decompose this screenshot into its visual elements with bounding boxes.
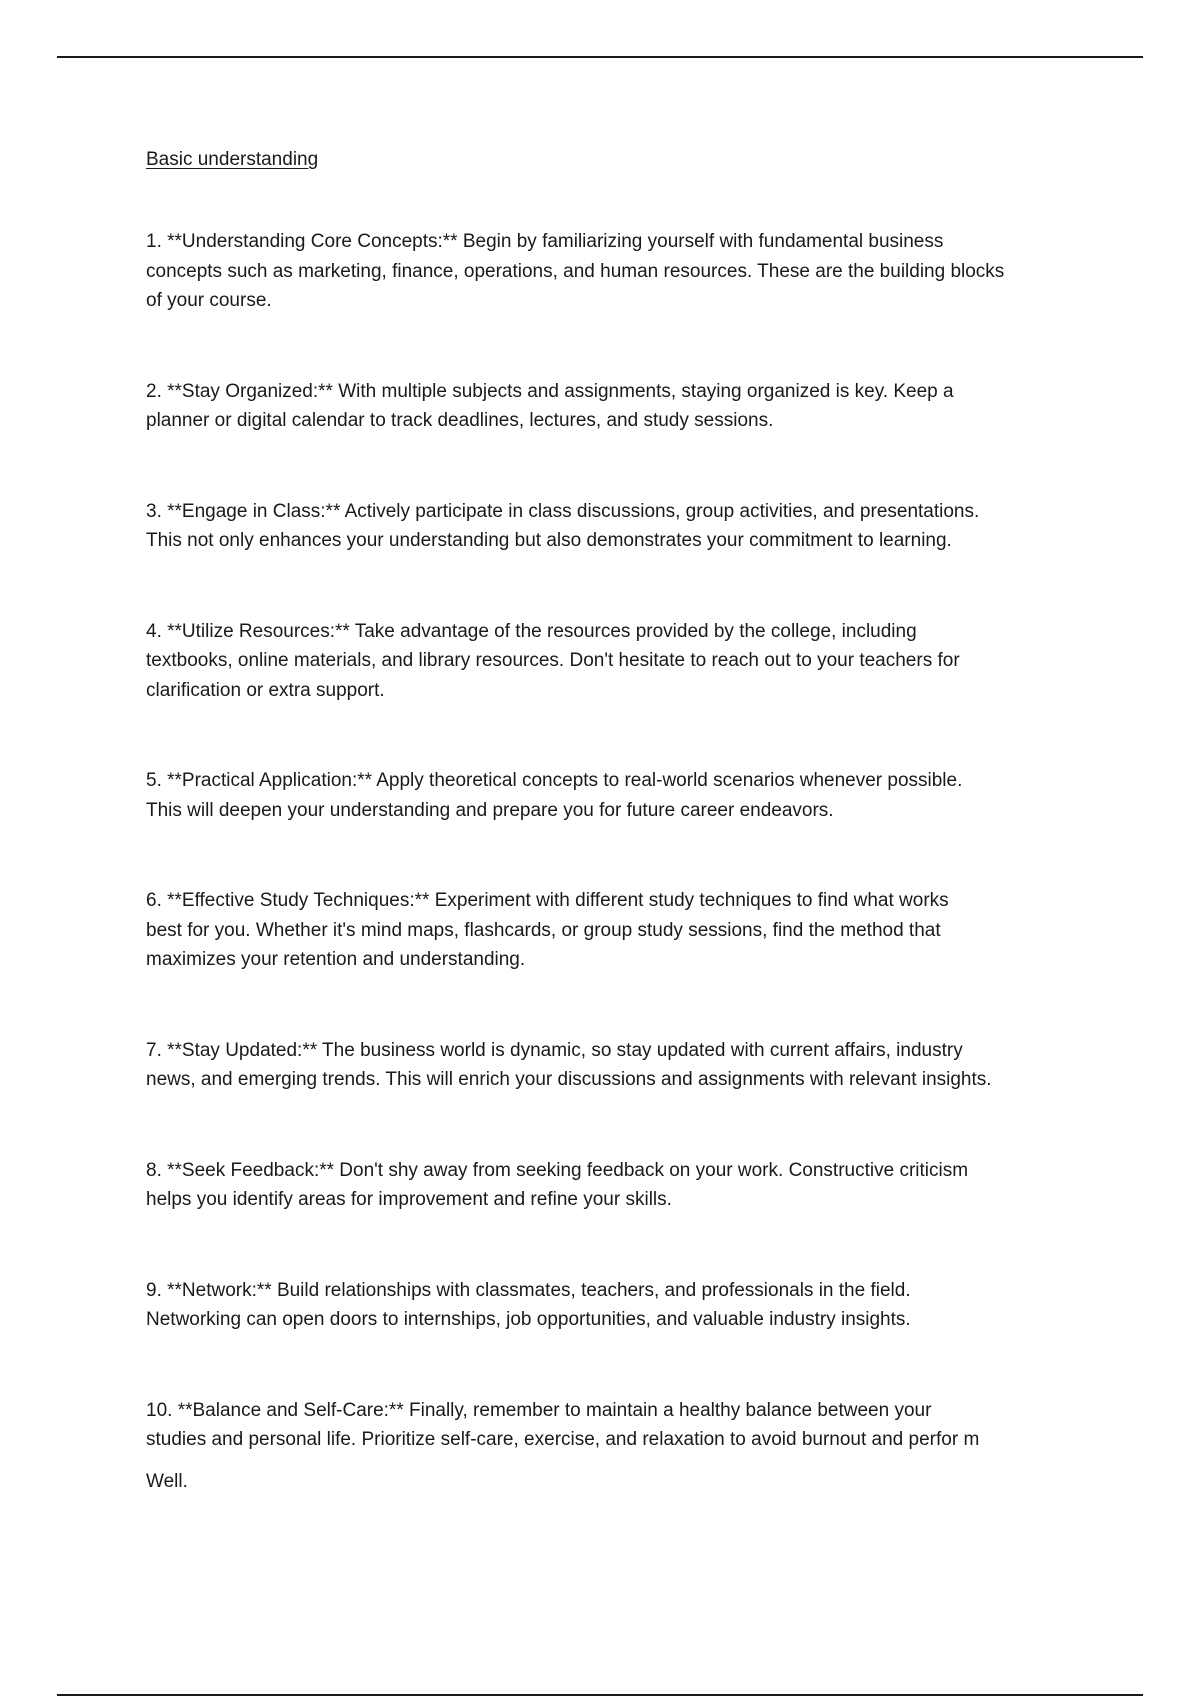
list-item-8: 8. **Seek Feedback:** Don't shy away from seeking feedback on your work. Constructive criticism helps you identify areas for improvement and refine your skills. — [146, 1159, 969, 1210]
top-rule — [57, 56, 1143, 58]
list-item-6: 6. **Effective Study Techniques:** Experiment with different study techniques to find what works best for you. Whether it's mind maps, flashcards, or group study sessions, find the method that maximizes your retention and understanding. — [146, 890, 949, 970]
page-heading: Basic understanding — [146, 149, 319, 170]
list-item-9: 9. **Network:** Build relationships with classmates, teachers, and professionals in the field. Networking can open doors to internships, job opportunities, and valuable industry insights. — [146, 1279, 911, 1330]
list-item-4: 4. **Utilize Resources:** Take advantage of the resources provided by the college, including textbooks, online materials, and library resources. Don't hesitate to reach out to your teachers for clarification or extra support. — [146, 620, 960, 701]
list-item-7: 7. **Stay Updated:** The business world is dynamic, so stay updated with current affairs, industry news, and emerging trends. This will enrich your discussions and assignments with relevant insights. — [146, 1039, 992, 1090]
list-item-3: 3. **Engage in Class:** Actively participate in class discussions, group activities, and presentations. This not only enhances your understanding but also demonstrates your commitment to learning. — [146, 500, 980, 551]
list-item-2: 2. **Stay Organized:** With multiple subjects and assignments, staying organized is key. Keep a planner or digital calendar to track deadlines, lectures, and study sessions. — [146, 380, 954, 431]
list-item-1: 1. **Understanding Core Concepts:** Begin by familiarizing yourself with fundamental business concepts such as marketing, finance, operations, and human resources. These are the building blocks of your course. — [146, 231, 1005, 311]
list-item-5: 5. **Practical Application:** Apply theoretical concepts to real-world scenarios whenever possible. This will deepen your understanding and prepare you for future career endeavors. — [146, 770, 963, 821]
document-body — [146, 145, 1061, 1496]
closing-word: Well. — [146, 1470, 188, 1492]
list-item-10: 10. **Balance and Self-Care:** Finally, remember to maintain a healthy balance between your studies and personal life. Prioritize self-care, exercise, and relaxation to avoid burnout and perfor m — [146, 1399, 980, 1450]
bottom-rule — [57, 1694, 1143, 1696]
